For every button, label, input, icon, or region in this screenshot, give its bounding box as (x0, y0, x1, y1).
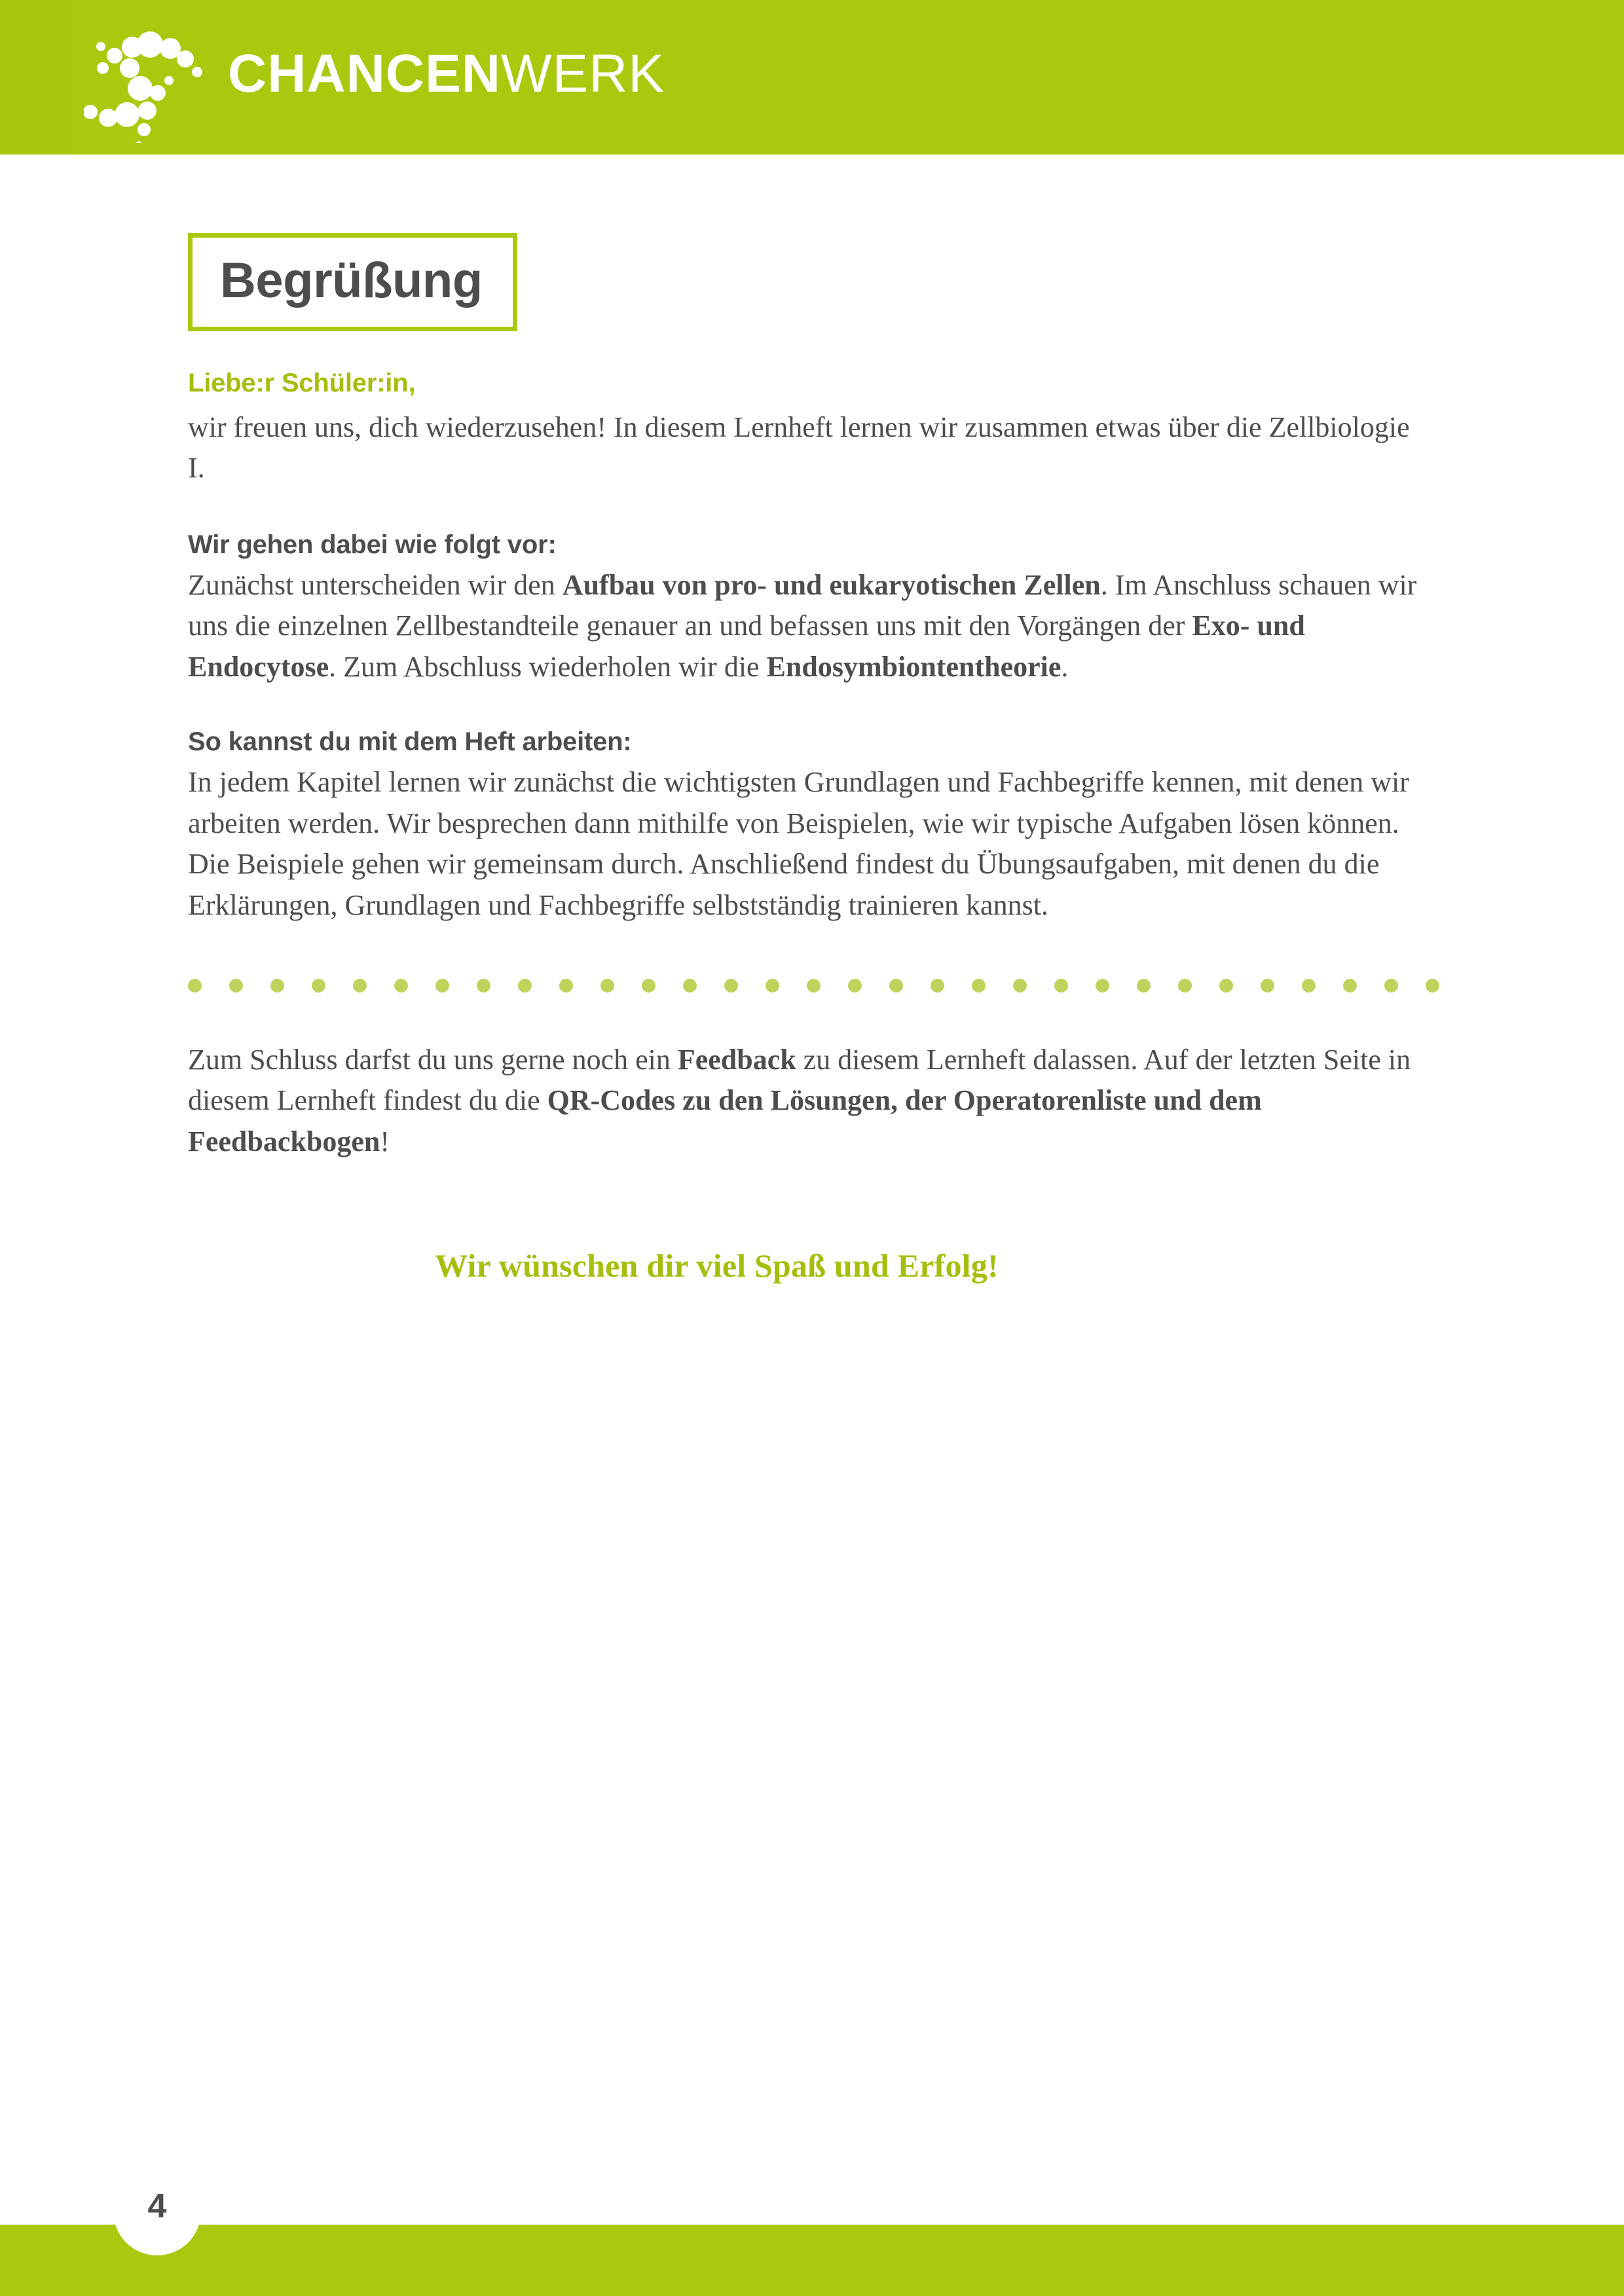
divider-dot (1302, 979, 1316, 993)
greeting-block (188, 365, 1439, 489)
divider-dot (807, 979, 821, 993)
howto-paragraph: In jedem Kapitel lernen wir zunächst die wichtigsten Grundlagen und Fachbegriffe kennen, mit denen wir arbeiten werden. Wir besprechen dann mithilfe von Beispielen, wie wir typische Aufgaben lösen können. Die Beispiele gehen wir gemeinsam durch. Anschließend findest du Übungsaufgaben, mit denen du die Erklärungen, Grundlagen und Fachbegriffe selbstständig trainieren kannst. (188, 766, 1409, 921)
divider-dot (1343, 979, 1357, 993)
divider-dot (394, 979, 408, 993)
approach-block (188, 527, 1439, 687)
divider-dot (1219, 979, 1233, 993)
divider-dot (1178, 979, 1192, 993)
divider-dot (1384, 979, 1398, 993)
page-title: Begrüßung (220, 253, 483, 308)
divider-dot (312, 979, 325, 993)
feedback-paragraph: Zum Schluss darfst du uns gerne noch ein Feedback zu diesem Lernheft dalassen. Auf der letzten Seite in diesem Lernheft findest du die QR-Codes zu den Lösungen, der Operatorenliste und dem Feedbackbogen! (188, 1044, 1411, 1157)
divider-dot (972, 979, 986, 993)
divider-dot (188, 979, 202, 993)
divider-dot (435, 979, 449, 993)
divider-dot (477, 979, 490, 993)
divider-dot (1013, 979, 1027, 993)
logo-wordmark (228, 31, 665, 117)
header-band (0, 0, 1624, 155)
divider-dot (1096, 979, 1109, 993)
howto-heading: So kannst du mit dem Heft arbeiten: (188, 727, 632, 757)
greeting-paragraph: wir freuen uns, dich wiederzusehen! In diesem Lernheft lernen wir zusammen etwas über die Zellbiologie I. (188, 410, 1410, 484)
divider-dot (1054, 979, 1068, 993)
divider-dot (600, 979, 614, 993)
divider-dot (766, 979, 779, 993)
logo-wordmark-light: WERK (501, 44, 665, 103)
divider-dot (270, 979, 284, 993)
divider-dot (931, 979, 944, 993)
footer-band (0, 2225, 1624, 2296)
divider-dot (1261, 979, 1274, 993)
approach-paragraph: Zunächst unterscheiden wir den Aufbau von pro- und eukaryotischen Zellen. Im Anschluss schauen wir uns die einzelnen Zellbestandteile genauer an und befassen uns mit den Vorgängen der Exo- und Endocytose. Zum Abschluss wiederholen wir die Endosymbiontentheorie. (188, 568, 1417, 683)
greeting-salutation: Liebe:r Schüler:in, (188, 368, 416, 397)
page-number-bubble (113, 2168, 201, 2255)
approach-heading: Wir gehen dabei wie folgt vor: (188, 530, 557, 559)
divider-dot (229, 979, 243, 993)
content-column (188, 233, 1439, 1287)
divider-dot (559, 979, 573, 993)
dot-swirl-logo-icon (84, 12, 228, 143)
divider-dot (848, 979, 862, 993)
page-number: 4 (147, 2187, 167, 2225)
header-left-edge-strip (0, 0, 71, 155)
logo-wordmark-bold: CHANCEN (228, 44, 501, 103)
divider-dot (642, 979, 655, 993)
divider-dot (683, 979, 697, 993)
closing-line: Wir wünschen dir viel Spaß und Erfolg! (435, 1247, 999, 1285)
section-title-box (188, 233, 517, 331)
divider-dot (353, 979, 367, 993)
howto-block (188, 724, 1439, 926)
dotted-divider (188, 977, 1435, 994)
divider-dot (889, 979, 903, 993)
feedback-block (188, 1040, 1439, 1162)
divider-dot (724, 979, 738, 993)
chancenwerk-logo (84, 12, 739, 143)
divider-dot (1137, 979, 1151, 993)
divider-dot (518, 979, 532, 993)
divider-dot (1426, 979, 1439, 993)
